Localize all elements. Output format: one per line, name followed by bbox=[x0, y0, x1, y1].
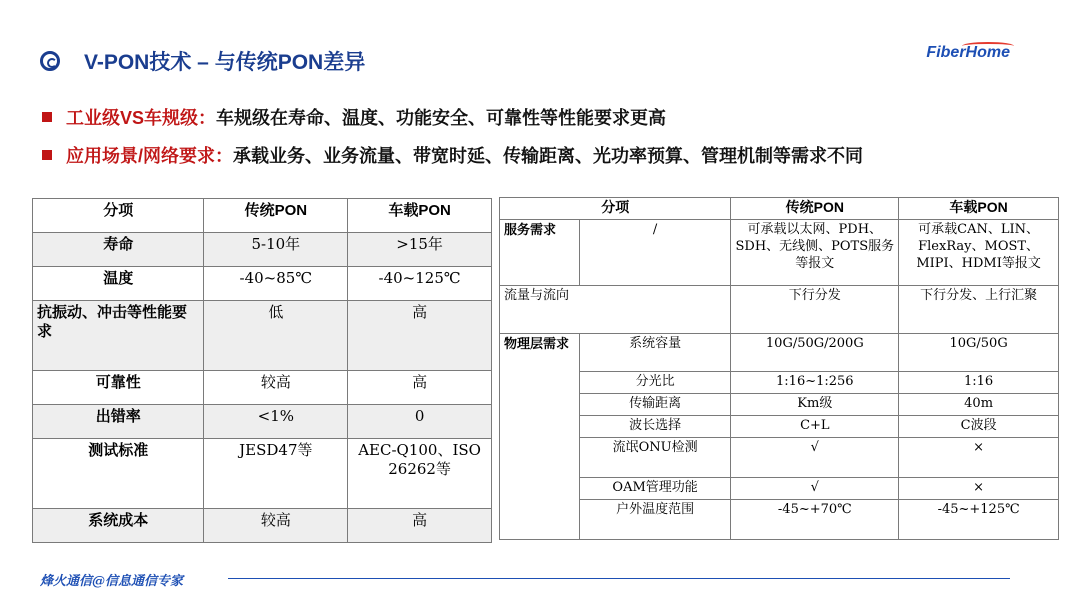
header-cell: 传统PON bbox=[731, 198, 899, 220]
page-title: V-PON技术 – 与传统PON差异 bbox=[84, 51, 366, 74]
table-cell: 低 bbox=[204, 301, 348, 371]
row-label: 测试标准 bbox=[33, 439, 204, 509]
table-row bbox=[500, 220, 1059, 286]
table-cell: 10G/50G bbox=[899, 334, 1059, 372]
table-row bbox=[33, 509, 492, 543]
table-row bbox=[33, 301, 492, 371]
header-cell: 传统PON bbox=[204, 199, 348, 233]
table-cell: 较高 bbox=[204, 371, 348, 405]
table-row bbox=[33, 267, 492, 301]
table-cell: 高 bbox=[348, 509, 492, 543]
table-cell: 流氓ONU检测 bbox=[579, 438, 731, 478]
table-cell: JESD47等 bbox=[204, 439, 348, 509]
header-cell: 车载PON bbox=[348, 199, 492, 233]
table-cell: 高 bbox=[348, 301, 492, 371]
table-cell: -45~+125℃ bbox=[899, 500, 1059, 540]
table-cell: 可承载CAN、LIN、FlexRay、MOST、MIPI、HDMI等报文 bbox=[899, 220, 1059, 286]
table-cell: × bbox=[899, 478, 1059, 500]
table-row bbox=[500, 416, 1059, 438]
table-row bbox=[33, 439, 492, 509]
table-cell: √ bbox=[731, 438, 899, 478]
circle-logo-icon bbox=[40, 51, 60, 71]
bullet-key: 应用场景/网络要求： bbox=[66, 146, 234, 166]
footer-divider bbox=[228, 578, 1010, 579]
row-label: 温度 bbox=[33, 267, 204, 301]
row-label: 流量与流向 bbox=[500, 286, 731, 334]
row-label: 可靠性 bbox=[33, 371, 204, 405]
table-row bbox=[33, 405, 492, 439]
table-cell: 较高 bbox=[204, 509, 348, 543]
table-cell: -40~85℃ bbox=[204, 267, 348, 301]
row-label: 出错率 bbox=[33, 405, 204, 439]
table-cell: OAM管理功能 bbox=[579, 478, 731, 500]
bullet-1 bbox=[42, 104, 666, 130]
bullet-2 bbox=[42, 142, 863, 168]
table-header-row bbox=[33, 199, 492, 233]
bullet-key: 工业级VS车规级： bbox=[66, 108, 217, 128]
table-cell: 户外温度范围 bbox=[579, 500, 731, 540]
row-label: 寿命 bbox=[33, 233, 204, 267]
square-bullet-icon bbox=[42, 112, 52, 122]
header-cell: 分项 bbox=[500, 198, 731, 220]
table-cell: -40~125℃ bbox=[348, 267, 492, 301]
table-cell: >15年 bbox=[348, 233, 492, 267]
table-row bbox=[500, 372, 1059, 394]
bullet-text: 车规级在寿命、温度、功能安全、可靠性等性能要求更高 bbox=[216, 108, 667, 128]
table-cell: -45~+70℃ bbox=[731, 500, 899, 540]
row-label: 物理层需求 bbox=[500, 334, 580, 540]
table-cell: AEC-Q100、ISO 26262等 bbox=[348, 439, 492, 509]
table-cell: 波长选择 bbox=[579, 416, 731, 438]
row-label: 服务需求 bbox=[500, 220, 580, 286]
table-cell: 高 bbox=[348, 371, 492, 405]
table-row bbox=[500, 478, 1059, 500]
header-cell: 分项 bbox=[33, 199, 204, 233]
table-cell: <1% bbox=[204, 405, 348, 439]
comparison-table-right bbox=[499, 197, 1059, 540]
square-bullet-icon bbox=[42, 150, 52, 160]
table-cell: 0 bbox=[348, 405, 492, 439]
table-cell: 传输距离 bbox=[579, 394, 731, 416]
table-cell: 40m bbox=[899, 394, 1059, 416]
table-cell: 系统容量 bbox=[579, 334, 731, 372]
table-row bbox=[500, 500, 1059, 540]
table-cell: √ bbox=[731, 478, 899, 500]
table-cell: 10G/50G/200G bbox=[731, 334, 899, 372]
table-cell: Km级 bbox=[731, 394, 899, 416]
row-label: 抗振动、冲击等性能要求 bbox=[33, 301, 204, 371]
header-cell: 车载PON bbox=[899, 198, 1059, 220]
bullet-text: 承载业务、业务流量、带宽时延、传输距离、光功率预算、管理机制等需求不同 bbox=[233, 146, 864, 166]
table-cell: 分光比 bbox=[579, 372, 731, 394]
table-cell: × bbox=[899, 438, 1059, 478]
table-row bbox=[500, 438, 1059, 478]
row-label: 系统成本 bbox=[33, 509, 204, 543]
table-cell: C波段 bbox=[899, 416, 1059, 438]
table-row bbox=[33, 233, 492, 267]
table-row bbox=[33, 371, 492, 405]
table-cell: / bbox=[579, 220, 731, 286]
table-cell: 1:16~1:256 bbox=[731, 372, 899, 394]
table-row bbox=[500, 394, 1059, 416]
comparison-table-left bbox=[32, 198, 492, 543]
table-cell: C+L bbox=[731, 416, 899, 438]
table-cell: 可承载以太网、PDH、SDH、无线侧、POTS服务等报文 bbox=[731, 220, 899, 286]
title-bar bbox=[40, 46, 365, 76]
table-row bbox=[500, 334, 1059, 372]
table-cell: 1:16 bbox=[899, 372, 1059, 394]
table-cell: 下行分发 bbox=[731, 286, 899, 334]
footer-slogan: 烽火通信@信息通信专家 bbox=[40, 574, 184, 589]
table-cell: 下行分发、上行汇聚 bbox=[899, 286, 1059, 334]
table-cell: 5-10年 bbox=[204, 233, 348, 267]
table-row bbox=[500, 286, 1059, 334]
company-logo: FiberHome bbox=[926, 44, 1010, 61]
table-header-row bbox=[500, 198, 1059, 220]
